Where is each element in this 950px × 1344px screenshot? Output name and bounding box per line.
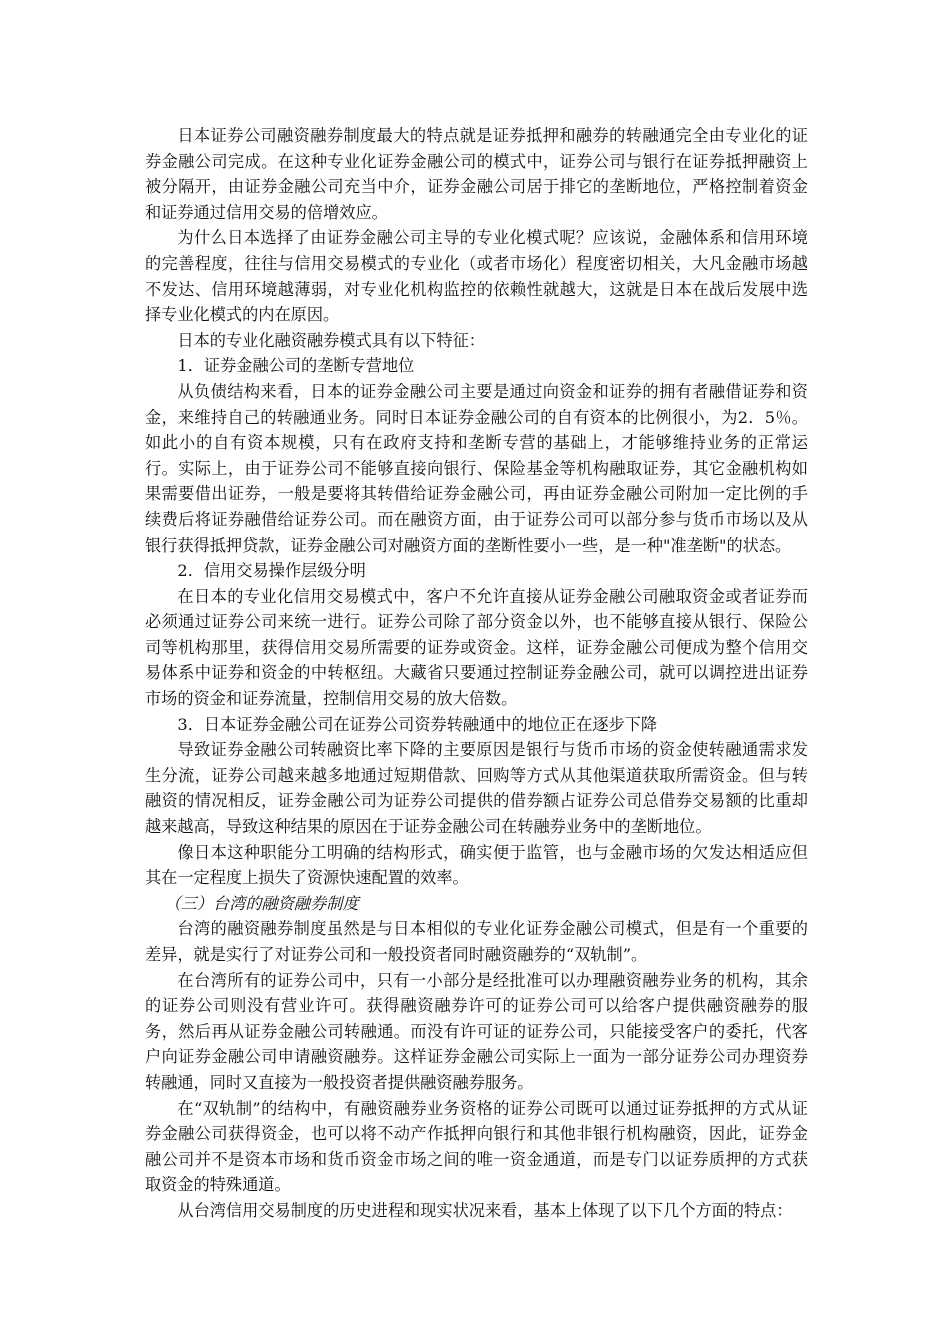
subheading-3: 3．日本证券金融公司在证券公司资券转融通中的地位正在逐步下降 — [177, 714, 658, 734]
body-paragraph: 从负债结构来看，日本的证券金融公司主要是通过向资金和证券的拥有者融借证券和资金，来维持自己的转融通业务。同时日本证券金融公司的自有资本的比例很小，为2．5％。如此小的自有资本规模，只有在政府支持和垄断专营的基础上，才能够维持业务的正常运行。实际上，由于证券公司不能够直接向银行、保险基金等机构融取证券，其它金融机构如果需要借出证券，一般是要将其转借给证券金融公司，再由证券金融公司附加一定比例的手续费后将证券融借给证券公司。而在融资方面，由于证券公司可以部分参与货币市场以及从银行获得抵押贷款，证券金融公司对融资方面的垄断性要小一些，是一种"准垄断"的状态。 — [145, 381, 808, 555]
body-paragraph: 日本证券公司融资融券制度最大的特点就是证券抵押和融券的转融通完全由专业化的证券金融公司完成。在这种专业化证券金融公司的模式中，证券公司与银行在证券抵押融资上被分隔开，由证券金融公司充当中介，证券金融公司居于排它的垄断地位，严格控制着资金和证券通过信用交易的倍增效应。 — [145, 126, 808, 222]
body-paragraph: 为什么日本选择了由证券金融公司主导的专业化模式呢？应该说，金融体系和信用环境的完善程度，往往与信用交易模式的专业化（或者市场化）程度密切相关，大凡金融市场越不发达、信用环境越薄弱，对专业化机构监控的依赖性就越大，这就是日本在战后发展中选择专业化模式的内在原因。 — [145, 228, 808, 325]
document-page — [145, 123, 808, 1224]
body-paragraph: 像日本这种职能分工明确的结构形式，确实便于监管，也与金融市场的欠发达相适应但其在一定程度上损失了资源快速配置的效率。 — [145, 842, 808, 888]
body-paragraph: 日本的专业化融资融券模式具有以下特征： — [177, 330, 485, 350]
body-paragraph: 在日本的专业化信用交易模式中，客户不允许直接从证券金融公司融取资金或者证券而必须通过证券公司来统一进行。证券公司除了部分资金以外，也不能够直接从银行、保险公司等机构那里，获得信用交易所需要的证券或资金。这样，证券金融公司便成为整个信用交易体系中证券和资金的中转枢纽。大藏省只要通过控制证券金融公司，就可以调控进出证券市场的资金和证券流量，控制信用交易的放大倍数。 — [145, 586, 808, 709]
section-heading-taiwan: （三）台湾的融资融券制度 — [164, 893, 359, 913]
body-paragraph: 在台湾所有的证券公司中，只有一小部分是经批准可以办理融资融券业务的机构，其余的证券公司则没有营业许可。获得融资融券许可的证券公司可以给客户提供融资融券的服务，然后再从证券金融公司转融通。而没有许可证的证券公司，只能接受客户的委托，代客户向证券金融公司申请融资融券。这样证券金融公司实际上一面为一部分证券公司办理资券转融通，同时又直接为一般投资者提供融资融券服务。 — [145, 970, 808, 1092]
body-paragraph: 台湾的融资融券制度虽然是与日本相似的专业化证券金融公司模式，但是有一个重要的差异，就是实行了对证券公司和一般投资者同时融资融券的“双轨制”。 — [145, 919, 808, 964]
body-paragraph: 在“双轨制”的结构中，有融资融券业务资格的证券公司既可以通过证券抵押的方式从证券金融公司获得资金，也可以将不动产作抵押向银行和其他非银行机构融资，因此，证券金融公司并不是资本市场和货币资金市场之间的唯一资金通道，而是专门以证券质押的方式获取资金的特殊通道。 — [145, 1098, 808, 1195]
subheading-1: 1．证券金融公司的垄断专营地位 — [177, 356, 415, 376]
subheading-2: 2．信用交易操作层级分明 — [177, 561, 366, 581]
body-paragraph: 导致证券金融公司转融资比率下降的主要原因是银行与货币市场的资金使转融通需求发生分流，证券公司越来越多地通过短期借款、回购等方式从其他渠道获取所需资金。但与转融资的情况相反，证券金融公司为证券公司提供的借券额占证券公司总借券交易额的比重却越来越高，导致这种结果的原因在于证券金融公司在转融券业务中的垄断地位。 — [145, 740, 808, 837]
body-paragraph: 从台湾信用交易制度的历史进程和现实状况来看，基本上体现了以下几个方面的特点： — [177, 1200, 793, 1220]
